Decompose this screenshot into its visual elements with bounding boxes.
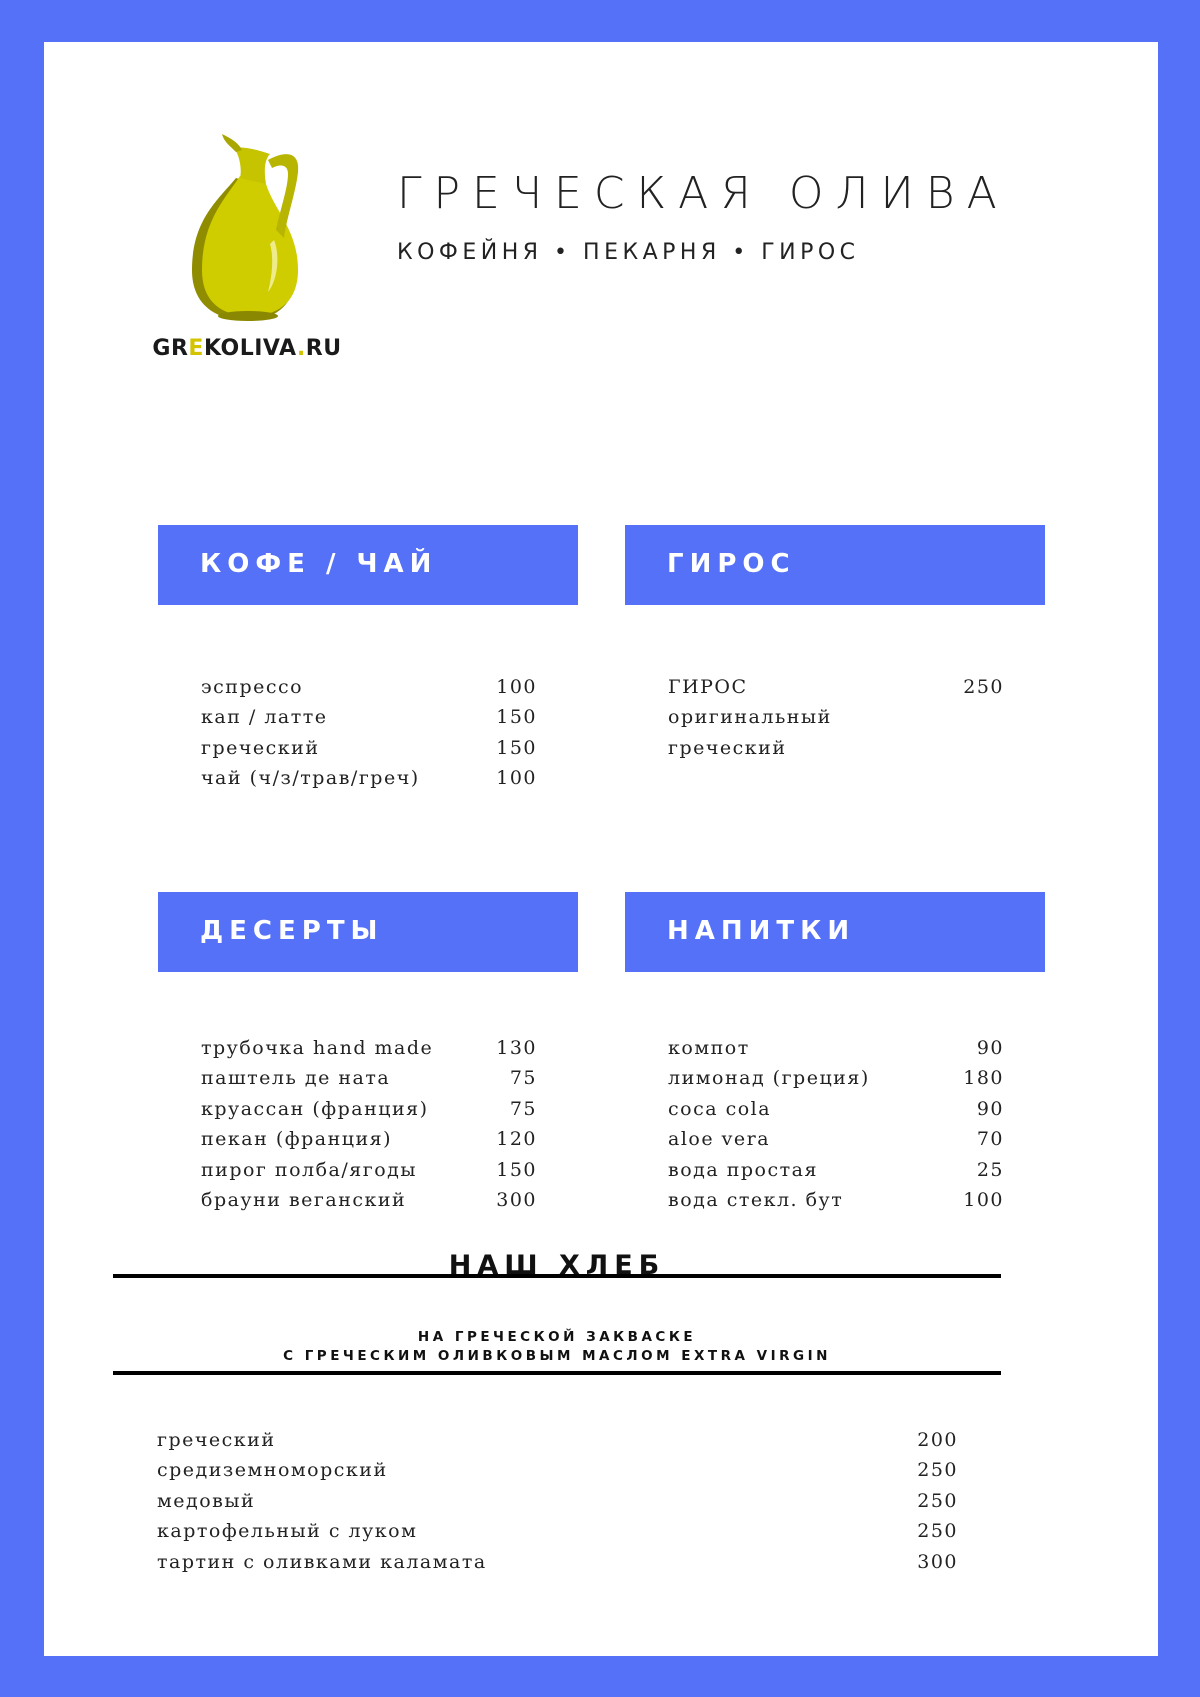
menu-item bbox=[157, 1516, 958, 1546]
section-header-gyros bbox=[625, 525, 1045, 605]
section-title-drinks: НАПИТКИ bbox=[667, 916, 856, 946]
item-price: 250 bbox=[963, 676, 1004, 698]
section-header-coffee bbox=[158, 525, 578, 605]
item-price: 100 bbox=[496, 767, 537, 790]
section-title-coffee: КОФЕ / ЧАЙ bbox=[200, 549, 438, 579]
menu-item bbox=[201, 1155, 537, 1185]
menu-item bbox=[157, 1425, 958, 1455]
item-price: 130 bbox=[496, 1037, 537, 1059]
item-name: оригинальный bbox=[668, 706, 832, 729]
item-name: пекан (франция) bbox=[201, 1128, 393, 1151]
menu-item bbox=[201, 1033, 537, 1063]
item-price: 25 bbox=[976, 1158, 1004, 1181]
divider-bottom bbox=[113, 1371, 1001, 1375]
item-name: трубочка hand made bbox=[201, 1037, 434, 1059]
item-price: 300 bbox=[496, 1188, 537, 1211]
menu-item bbox=[668, 1155, 1004, 1185]
item-name: aloe vera bbox=[668, 1128, 771, 1151]
menu-item bbox=[201, 672, 537, 702]
olive-oil-jug-icon bbox=[178, 130, 318, 330]
menu-item bbox=[668, 702, 1004, 732]
item-price: 120 bbox=[496, 1128, 537, 1151]
bread-subtitle-1: НА ГРЕЧЕСКОЙ ЗАКВАСКЕ bbox=[417, 1329, 697, 1345]
gyros-list bbox=[668, 672, 1004, 763]
item-name: эспрессо bbox=[201, 676, 304, 698]
section-header-desserts bbox=[158, 892, 578, 972]
item-price: 100 bbox=[963, 1188, 1004, 1211]
logo bbox=[132, 130, 362, 370]
menu-item bbox=[668, 1063, 1004, 1093]
menu-item bbox=[668, 1185, 1004, 1215]
menu-item bbox=[668, 733, 1004, 763]
item-price: 200 bbox=[917, 1429, 958, 1451]
coffee-list bbox=[201, 672, 537, 794]
section-title-desserts: ДЕСЕРТЫ bbox=[200, 916, 384, 946]
menu-item bbox=[668, 1124, 1004, 1154]
item-name: чай (ч/з/трав/греч) bbox=[201, 767, 420, 790]
menu-item bbox=[201, 1185, 537, 1215]
item-name: греческий bbox=[668, 736, 787, 759]
menu-item bbox=[157, 1547, 958, 1577]
bread-section-title: НАШ ХЛЕБ bbox=[448, 1250, 666, 1281]
item-price: 150 bbox=[496, 736, 537, 759]
item-price: 180 bbox=[963, 1067, 1004, 1090]
bread-subtitle-2: С ГРЕЧЕСКИМ ОЛИВКОВЫМ МАСЛОМ EXTRA VIRGIN bbox=[283, 1348, 831, 1364]
item-price: 300 bbox=[917, 1550, 958, 1573]
item-price: 75 bbox=[509, 1067, 537, 1090]
item-price: 90 bbox=[976, 1037, 1004, 1059]
menu-item bbox=[668, 1094, 1004, 1124]
menu-item bbox=[201, 763, 537, 793]
page-subtitle: КОФЕЙНЯ • ПЕКАРНЯ • ГИРОС bbox=[397, 240, 860, 265]
item-name: греческий bbox=[201, 736, 320, 759]
item-price: 100 bbox=[496, 676, 537, 698]
item-name: coca cola bbox=[668, 1097, 772, 1120]
item-name: тартин с оливками каламата bbox=[157, 1550, 487, 1573]
item-name: картофельный с луком bbox=[157, 1520, 418, 1543]
menu-item bbox=[201, 1063, 537, 1093]
desserts-list bbox=[201, 1033, 537, 1215]
item-name: лимонад (греция) bbox=[668, 1067, 870, 1090]
item-name: брауни веганский bbox=[201, 1188, 407, 1211]
item-name: средиземноморский bbox=[157, 1459, 388, 1482]
menu-item bbox=[668, 1033, 1004, 1063]
item-name: компот bbox=[668, 1037, 750, 1059]
item-price: 90 bbox=[976, 1097, 1004, 1120]
item-name: круассан (франция) bbox=[201, 1097, 429, 1120]
item-price: 150 bbox=[496, 1158, 537, 1181]
item-price: 250 bbox=[917, 1489, 958, 1512]
item-price: 75 bbox=[509, 1097, 537, 1120]
item-price: 150 bbox=[496, 706, 537, 729]
item-price: 250 bbox=[917, 1520, 958, 1543]
item-price: 70 bbox=[976, 1128, 1004, 1151]
item-name: кап / латте bbox=[201, 706, 328, 729]
section-header-drinks bbox=[625, 892, 1045, 972]
menu-item bbox=[157, 1486, 958, 1516]
item-name: греческий bbox=[157, 1429, 276, 1451]
menu-item bbox=[668, 672, 1004, 702]
menu-item bbox=[201, 702, 537, 732]
section-title-gyros: ГИРОС bbox=[667, 549, 796, 579]
page-title: ГРЕЧЕСКАЯ ОЛИВА bbox=[397, 168, 1009, 219]
menu-item bbox=[201, 733, 537, 763]
menu-item bbox=[201, 1094, 537, 1124]
item-name: паштель де ната bbox=[201, 1067, 391, 1090]
menu-item bbox=[157, 1455, 958, 1485]
drinks-list bbox=[668, 1033, 1004, 1215]
item-name: ГИРОС bbox=[668, 676, 748, 698]
item-name: вода стекл. бут bbox=[668, 1188, 844, 1211]
menu-item bbox=[201, 1124, 537, 1154]
item-name: медовый bbox=[157, 1489, 256, 1512]
item-price: 250 bbox=[917, 1459, 958, 1482]
bread-list bbox=[157, 1425, 958, 1577]
logo-text: GREKOLIVA.RU bbox=[152, 336, 342, 361]
item-name: вода простая bbox=[668, 1158, 818, 1181]
item-name: пирог полба/ягоды bbox=[201, 1158, 417, 1181]
